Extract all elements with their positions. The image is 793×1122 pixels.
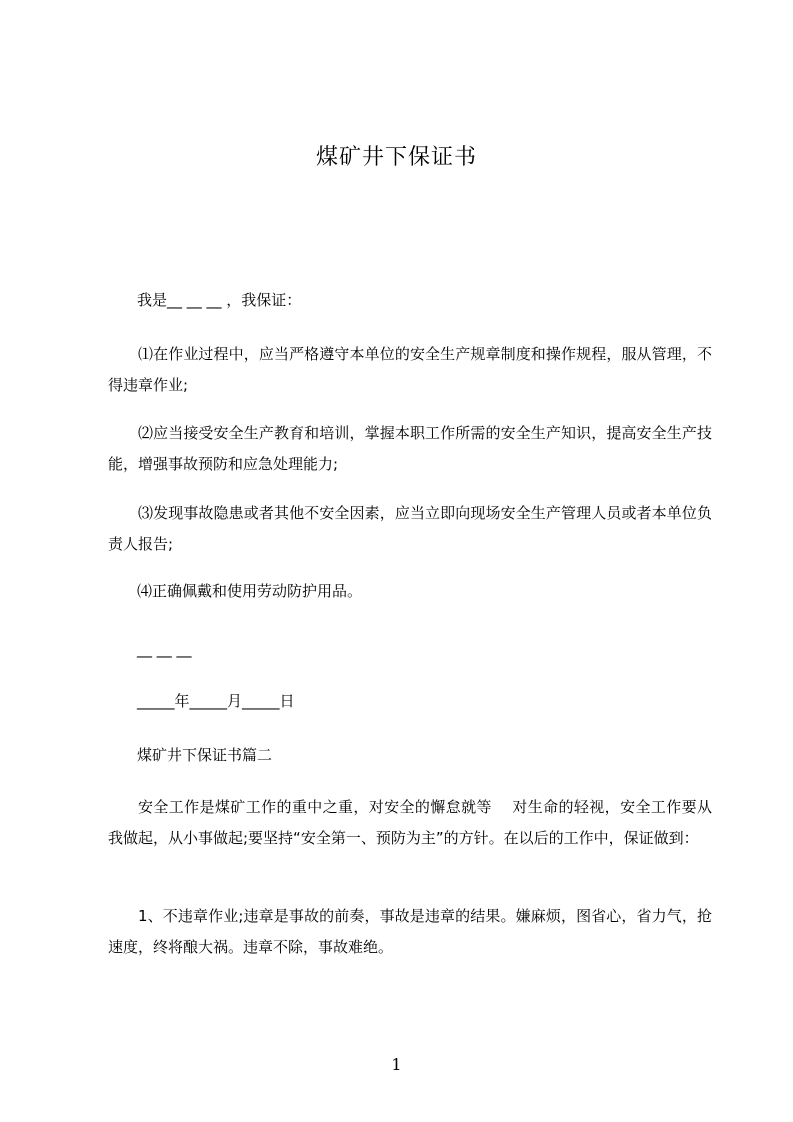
pledge-item-4: ⑷正确佩戴和使用劳动防护用品。 — [137, 582, 363, 600]
document-title: 煤矿井下保证书 — [315, 145, 477, 170]
pledge-item-1: ⑴在作业过程中，应当严格遵守本单位的安全生产规章制度和操作规程，服从管理，不得违章作业; — [108, 345, 712, 394]
section2-title: 煤矿井下保证书篇二 — [137, 746, 273, 764]
pledge-intro: 我是__ __ __ ，我保证： — [137, 291, 302, 309]
section2-item-1: 1、不违章作业;违章是事故的前奏，事故是违章的结果。嫌麻烦，图省心，省力气，抢速度，终将酿大祸。违章不除，事故难绝。 — [108, 907, 712, 956]
pledge-item-2: ⑵应当接受安全生产教育和培训，掌握本职工作所需的安全生产知识，提高安全生产技能，增强事故预防和应急处理能力; — [108, 424, 712, 473]
pledge-item-3: ⑶发现事故隐患或者其他不安全因素，应当立即向现场安全生产管理人员或者本单位负责人报告; — [108, 504, 712, 553]
page-number: 1 — [391, 1055, 402, 1074]
section2-intro: 安全工作是煤矿工作的重中之重，对安全的懈怠就等 对生命的轻视，安全工作要从我做起，从小事做起;要坚持“安全第一、预防为主”的方针。在以后的工作中，保证做到： — [108, 798, 712, 847]
date-line: _____年_____月_____日 — [137, 692, 295, 710]
signature-line: __ __ __ — [137, 640, 192, 658]
